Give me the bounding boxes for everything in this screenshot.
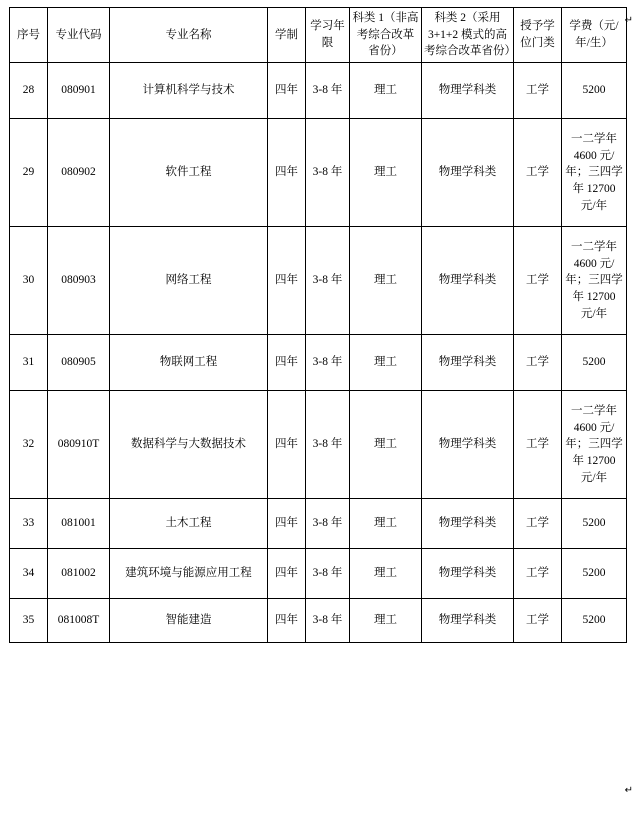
cell-degree: 工学	[514, 549, 562, 599]
cell-system: 四年	[268, 227, 306, 335]
cell-fee: 5200	[562, 549, 627, 599]
table-row	[10, 227, 627, 335]
header-category1: 科类 1（非高考综合改革省份）	[350, 8, 422, 63]
cell-name: 建筑环境与能源应用工程	[110, 549, 268, 599]
header-seq: 序号	[10, 8, 48, 63]
cell-category2: 物理学科类	[422, 599, 514, 643]
cell-category2: 物理学科类	[422, 119, 514, 227]
cell-degree: 工学	[514, 599, 562, 643]
cell-category2: 物理学科类	[422, 63, 514, 119]
cell-name: 网络工程	[110, 227, 268, 335]
cell-category1: 理工	[350, 499, 422, 549]
cell-degree: 工学	[514, 391, 562, 499]
cell-category2: 物理学科类	[422, 549, 514, 599]
cell-system: 四年	[268, 391, 306, 499]
cell-degree: 工学	[514, 227, 562, 335]
cell-seq: 31	[10, 335, 48, 391]
cell-name: 土木工程	[110, 499, 268, 549]
cell-seq: 34	[10, 549, 48, 599]
cell-name: 软件工程	[110, 119, 268, 227]
cell-fee: 一二学年 4600 元/年；三四学年 12700 元/年	[562, 119, 627, 227]
cell-years: 3-8 年	[306, 335, 350, 391]
cell-code: 080903	[48, 227, 110, 335]
cell-system: 四年	[268, 63, 306, 119]
cell-code: 080901	[48, 63, 110, 119]
cell-name: 物联网工程	[110, 335, 268, 391]
header-degree: 授予学位门类	[514, 8, 562, 63]
cell-category2: 物理学科类	[422, 335, 514, 391]
cell-category1: 理工	[350, 119, 422, 227]
cell-code: 081002	[48, 549, 110, 599]
cell-category1: 理工	[350, 227, 422, 335]
cell-seq: 28	[10, 63, 48, 119]
cell-fee: 5200	[562, 63, 627, 119]
table-header-row	[10, 8, 627, 63]
cell-system: 四年	[268, 335, 306, 391]
cell-category2: 物理学科类	[422, 227, 514, 335]
header-code: 专业代码	[48, 8, 110, 63]
cell-system: 四年	[268, 599, 306, 643]
cell-code: 080902	[48, 119, 110, 227]
header-years: 学习年限	[306, 8, 350, 63]
cell-fee: 5200	[562, 499, 627, 549]
major-enrollment-table	[9, 7, 627, 643]
cell-fee: 5200	[562, 599, 627, 643]
table-row	[10, 499, 627, 549]
cell-category1: 理工	[350, 599, 422, 643]
cell-code: 081001	[48, 499, 110, 549]
header-system: 学制	[268, 8, 306, 63]
cell-years: 3-8 年	[306, 391, 350, 499]
cell-code: 080905	[48, 335, 110, 391]
table-row	[10, 119, 627, 227]
cell-fee: 一二学年 4600 元/年；三四学年 12700 元/年	[562, 391, 627, 499]
paragraph-mark-bottom: ↵	[624, 785, 633, 796]
header-category2: 科类 2（采用 3+1+2 模式的高考综合改革省份）	[422, 8, 514, 63]
header-fee: 学费（元/年/生）	[562, 8, 627, 63]
table-row	[10, 391, 627, 499]
paragraph-mark-top: ↵	[624, 15, 633, 26]
cell-category2: 物理学科类	[422, 391, 514, 499]
cell-degree: 工学	[514, 335, 562, 391]
cell-name: 计算机科学与技术	[110, 63, 268, 119]
cell-years: 3-8 年	[306, 227, 350, 335]
cell-category1: 理工	[350, 391, 422, 499]
table-row	[10, 599, 627, 643]
cell-fee: 一二学年 4600 元/年；三四学年 12700 元/年	[562, 227, 627, 335]
table-row	[10, 549, 627, 599]
cell-years: 3-8 年	[306, 549, 350, 599]
cell-name: 数据科学与大数据技术	[110, 391, 268, 499]
cell-category1: 理工	[350, 549, 422, 599]
cell-category2: 物理学科类	[422, 499, 514, 549]
cell-name: 智能建造	[110, 599, 268, 643]
cell-years: 3-8 年	[306, 599, 350, 643]
cell-degree: 工学	[514, 499, 562, 549]
cell-category1: 理工	[350, 63, 422, 119]
cell-years: 3-8 年	[306, 499, 350, 549]
cell-code: 080910T	[48, 391, 110, 499]
cell-degree: 工学	[514, 63, 562, 119]
table-row	[10, 335, 627, 391]
cell-seq: 30	[10, 227, 48, 335]
table-row	[10, 63, 627, 119]
cell-years: 3-8 年	[306, 119, 350, 227]
header-name: 专业名称	[110, 8, 268, 63]
cell-seq: 35	[10, 599, 48, 643]
cell-code: 081008T	[48, 599, 110, 643]
cell-system: 四年	[268, 549, 306, 599]
cell-system: 四年	[268, 119, 306, 227]
cell-system: 四年	[268, 499, 306, 549]
cell-seq: 32	[10, 391, 48, 499]
cell-seq: 33	[10, 499, 48, 549]
cell-degree: 工学	[514, 119, 562, 227]
cell-years: 3-8 年	[306, 63, 350, 119]
cell-category1: 理工	[350, 335, 422, 391]
document-page	[0, 7, 635, 819]
cell-fee: 5200	[562, 335, 627, 391]
cell-seq: 29	[10, 119, 48, 227]
